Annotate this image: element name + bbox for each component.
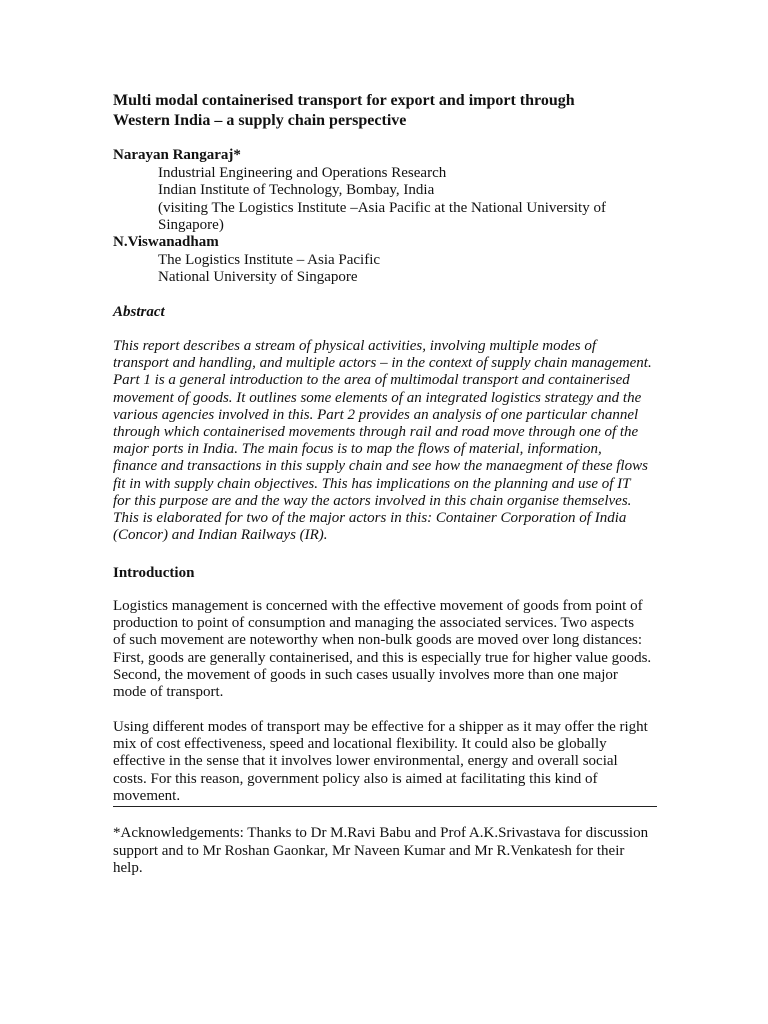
introduction-paragraph xyxy=(113,598,673,701)
abstract-line: movement of goods. It outlines some elements of an integrated logistics strategy and the xyxy=(113,389,642,406)
title-line: Multi modal containerised transport for export and import through xyxy=(113,92,575,109)
author-affiliation-line: Indian Institute of Technology, Bombay, India xyxy=(158,182,435,198)
author-name: N.Viswanadham xyxy=(113,234,219,250)
paragraph-line: of such movement are noteworthy when non-bulk goods are moved over long distances: xyxy=(113,632,643,649)
footnote-line: *Acknowledgements: Thanks to Dr M.Ravi Babu and Prof A.K.Srivastava for discussion xyxy=(113,825,649,841)
acknowledgements-footnote xyxy=(113,825,673,878)
paragraph-line: effective in the sense that it involves lower environmental, energy and overall social xyxy=(113,753,618,770)
author-name: Narayan Rangaraj* xyxy=(113,147,241,163)
author-affiliation-line: (visiting The Logistics Institute –Asia Pacific at the National University of xyxy=(158,199,606,216)
introduction-paragraph xyxy=(113,719,673,805)
abstract-heading: Abstract xyxy=(113,304,165,320)
author-block xyxy=(113,234,673,287)
abstract-line: transport and handling, and multiple actors – in the context of supply chain management. xyxy=(113,355,652,372)
footnote-line: help. xyxy=(113,860,143,876)
abstract-line: fit in with supply chain objectives. This has implications on the planning and use of IT xyxy=(113,475,631,492)
abstract-line: for this purpose are and the way the actors involved in this chain organise themselves. xyxy=(113,492,632,509)
author-affiliation-line: National University of Singapore xyxy=(158,269,358,285)
author-affiliation-line: The Logistics Institute – Asia Pacific xyxy=(158,251,381,268)
paragraph-line: First, goods are generally containerised, and this is especially true for higher value goods. xyxy=(113,649,652,666)
abstract-line: various agencies involved in this. Part 2 provides an analysis of one particular channel xyxy=(113,406,639,423)
abstract-line: (Concor) and Indian Railways (IR). xyxy=(113,527,328,544)
paragraph-line: mix of cost effectiveness, speed and locational flexibility. It could also be globally xyxy=(113,736,607,753)
paper-title xyxy=(113,91,673,131)
abstract-body xyxy=(113,338,673,544)
abstract-line: major ports in India. The main focus is to map the flows of material, information, xyxy=(113,441,602,458)
paragraph-line: mode of transport. xyxy=(113,684,224,701)
paragraph-line: movement. xyxy=(113,787,181,804)
abstract-line: finance and transactions in this supply chain and see how the manaegment of these flows xyxy=(113,458,648,475)
author-affiliation-line: Industrial Engineering and Operations Research xyxy=(158,164,447,181)
paragraph-line: Logistics management is concerned with the effective movement of goods from point of xyxy=(113,598,643,614)
paragraph-line: production to point of consumption and managing the associated services. Two aspects xyxy=(113,615,635,632)
author-block xyxy=(113,147,673,235)
introduction-heading: Introduction xyxy=(113,565,195,581)
paragraph-line: Second, the movement of goods in such cases usually involves more than one major xyxy=(113,666,618,683)
abstract-line: through which containerised movements through rail and road move through one of the xyxy=(113,424,639,441)
paragraph-line: costs. For this reason, government policy also is aimed at facilitating this kind of xyxy=(113,770,598,787)
abstract-line: This is elaborated for two of the major actors in this: Container Corporation of India xyxy=(113,510,627,527)
paragraph-line: Using different modes of transport may be effective for a shipper as it may offer the right xyxy=(113,719,648,735)
footnote-divider xyxy=(113,806,657,807)
abstract-line: This report describes a stream of physical activities, involving multiple modes of xyxy=(113,338,596,354)
title-line: Western India – a supply chain perspective xyxy=(113,112,407,129)
abstract-line: Part 1 is a general introduction to the area of multimodal transport and containerised xyxy=(113,372,630,389)
author-affiliation-line: Singapore) xyxy=(158,217,224,233)
footnote-line: support and to Mr Roshan Gaonkar, Mr Naveen Kumar and Mr R.Venkatesh for their xyxy=(113,842,625,859)
